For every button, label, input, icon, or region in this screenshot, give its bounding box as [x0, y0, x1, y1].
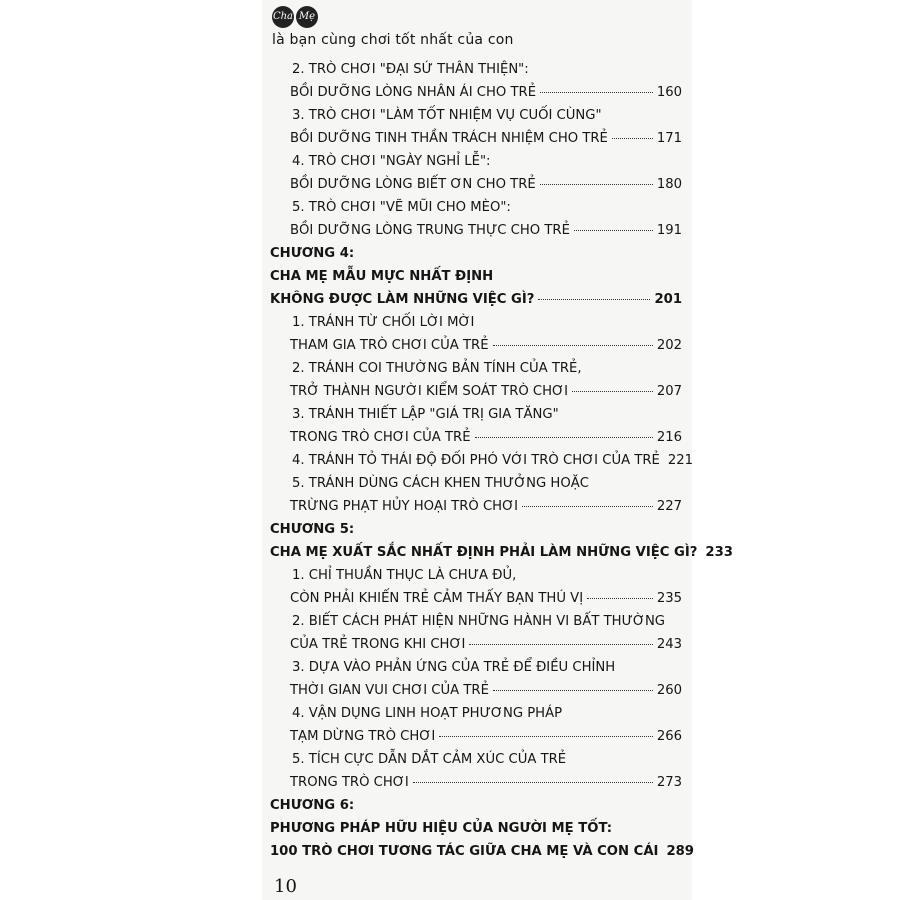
dot-leader: [493, 690, 653, 691]
toc-chapter-line: [270, 817, 682, 840]
header-subtitle: là bạn cùng chơi tốt nhất của con: [272, 32, 514, 48]
toc-entry-line: [270, 610, 682, 633]
toc-entry-text: 3. TRÁNH THIẾT LẬP "GIÁ TRỊ GIA TĂNG": [292, 407, 559, 422]
toc-entry-text: 5. TRÒ CHƠI "VẼ MŨI CHO MÈO":: [292, 200, 511, 215]
badge-me: Mẹ: [296, 6, 318, 28]
toc-entry-line: [270, 150, 682, 173]
toc-entry-line: [270, 748, 682, 771]
toc-entry-text: CÒN PHẢI KHIẾN TRẺ CẢM THẤY BẠN THÚ VỊ: [290, 591, 584, 606]
dot-leader: [574, 230, 653, 231]
badge-cha: Cha: [272, 6, 294, 28]
toc-entry-text: THAM GIA TRÒ CHƠI CỦA TRẺ: [290, 338, 489, 353]
toc-entry-line: [270, 472, 682, 495]
toc-entry-line: [270, 495, 682, 518]
toc-entry-text: 2. BIẾT CÁCH PHÁT HIỆN NHỮNG HÀNH VI BẤT THƯỜNG: [292, 614, 666, 629]
toc-page-number: 221: [667, 453, 694, 468]
dot-leader: [540, 92, 653, 93]
toc-entry-text: KHÔNG ĐƯỢC LÀM NHỮNG VIỆC GÌ?: [270, 292, 535, 307]
toc-entry-line: [270, 656, 682, 679]
toc-entry-line: [270, 725, 682, 748]
toc-chapter-line: [270, 518, 682, 541]
toc-page-number: 201: [654, 292, 682, 307]
toc-entry-line: [270, 173, 682, 196]
dot-leader: [612, 138, 653, 139]
toc-entry-line: [270, 587, 682, 610]
toc-chapter-line: [270, 840, 694, 863]
toc-entry-line: [270, 58, 682, 81]
toc-entry-line: [270, 771, 682, 794]
toc-entry-line: [270, 380, 682, 403]
toc-entry-text: 2. TRÒ CHƠI "ĐẠI SỨ THÂN THIỆN":: [292, 62, 529, 77]
toc-entry-text: PHƯƠNG PHÁP HỮU HIỆU CỦA NGƯỜI MẸ TỐT:: [270, 821, 613, 836]
dot-leader: [538, 299, 650, 300]
toc-entry-line: [270, 679, 682, 702]
toc-page-number: 289: [666, 844, 694, 859]
toc-entry-text: BỒI DƯỠNG TINH THẦN TRÁCH NHIỆM CHO TRẺ: [290, 131, 608, 146]
toc-chapter-line: [270, 265, 682, 288]
toc-entry-text: 4. VẬN DỤNG LINH HOẠT PHƯƠNG PHÁP: [292, 706, 563, 721]
toc-entry-text: CHƯƠNG 6:: [270, 798, 355, 813]
toc-entry-line: [270, 104, 682, 127]
toc-chapter-line: [270, 288, 682, 311]
toc-entry-line: [270, 311, 682, 334]
toc-page-number: 207: [656, 384, 682, 399]
toc-entry-text: THỜI GIAN VUI CHƠI CỦA TRẺ: [290, 683, 489, 698]
toc-page-number: 233: [705, 545, 733, 560]
toc-entry-line: [270, 633, 682, 656]
toc-page-number: 191: [656, 223, 682, 238]
dot-leader: [493, 345, 653, 346]
toc-entry-text: CHƯƠNG 5:: [270, 522, 355, 537]
toc-entry-text: CHA MẸ XUẤT SẮC NHẤT ĐỊNH PHẢI LÀM NHỮNG VIỆC GÌ?: [270, 545, 698, 560]
toc-entry-line: [270, 127, 682, 150]
toc-page-number: 160: [656, 85, 682, 100]
dot-leader: [475, 437, 653, 438]
toc-entry-line: [270, 81, 682, 104]
toc-entry-text: CỦA TRẺ TRONG KHI CHƠI: [290, 637, 466, 652]
toc-entry-text: 4. TRÁNH TỎ THÁI ĐỘ ĐỐI PHÓ VỚI TRÒ CHƠI CỦA TRẺ: [292, 453, 660, 468]
dot-leader: [540, 184, 653, 185]
toc-entry-line: [270, 403, 682, 426]
toc-entry-line: [270, 426, 682, 449]
toc-entry-text: 3. DỰA VÀO PHẢN ỨNG CỦA TRẺ ĐỂ ĐIỀU CHỈNH: [292, 660, 616, 675]
dot-leader: [439, 736, 653, 737]
dot-leader: [587, 598, 653, 599]
toc-entry-text: 3. TRÒ CHƠI "LÀM TỐT NHIỆM VỤ CUỐI CÙNG": [292, 108, 602, 123]
toc-page-number: 266: [656, 729, 682, 744]
toc-entry-text: BỒI DƯỠNG LÒNG BIẾT ƠN CHO TRẺ: [290, 177, 536, 192]
toc-entry-text: BỒI DƯỠNG LÒNG TRUNG THỰC CHO TRẺ: [290, 223, 570, 238]
toc-chapter-line: [270, 242, 682, 265]
toc-page-number: 227: [656, 499, 682, 514]
dot-leader: [522, 506, 653, 507]
dot-leader: [413, 782, 653, 783]
toc-page-number: 243: [656, 637, 682, 652]
page-number: 10: [274, 876, 297, 897]
toc-entry-line: [270, 702, 682, 725]
toc-entry-text: 1. TRÁNH TỪ CHỐI LỜI MỜI: [292, 315, 475, 330]
toc-entry-text: BỒI DƯỠNG LÒNG NHÂN ÁI CHO TRẺ: [290, 85, 537, 100]
toc-entry-text: TẠM DỪNG TRÒ CHƠI: [290, 729, 436, 744]
toc-entry-line: [270, 564, 682, 587]
toc-chapter-line: [270, 794, 682, 817]
toc-entry-text: TRONG TRÒ CHƠI CỦA TRẺ: [290, 430, 471, 445]
toc-page-number: 216: [656, 430, 682, 445]
toc-entry-text: CHA MẸ MẪU MỰC NHẤT ĐỊNH: [270, 269, 494, 284]
running-header: [272, 6, 514, 48]
toc-entry-text: TRỪNG PHẠT HỦY HOẠI TRÒ CHƠI: [290, 499, 519, 514]
toc-entry-line: [270, 449, 694, 472]
toc-entry-text: TRONG TRÒ CHƠI: [290, 775, 409, 790]
toc-entry-line: [270, 334, 682, 357]
toc-entry-line: [270, 357, 682, 380]
toc-entry-text: 4. TRÒ CHƠI "NGÀY NGHỈ LỄ":: [292, 154, 491, 169]
toc-entry-text: 5. TÍCH CỰC DẪN DẮT CẢM XÚC CỦA TRẺ: [292, 752, 567, 767]
toc-page-number: 273: [656, 775, 682, 790]
table-of-contents: [270, 58, 733, 863]
toc-page-number: 180: [656, 177, 682, 192]
toc-entry-text: 1. CHỈ THUẦN THỤC LÀ CHƯA ĐỦ,: [292, 568, 517, 583]
toc-entry-line: [270, 196, 682, 219]
toc-page-number: 235: [656, 591, 682, 606]
dot-leader: [469, 644, 652, 645]
title-badges: [272, 6, 514, 28]
toc-page-number: 171: [656, 131, 682, 146]
dot-leader: [572, 391, 653, 392]
toc-page-number: 202: [656, 338, 682, 353]
toc-entry-text: TRỞ THÀNH NGƯỜI KIỂM SOÁT TRÒ CHƠI: [290, 384, 568, 399]
toc-entry-text: 2. TRÁNH COI THƯỜNG BẢN TÍNH CỦA TRẺ,: [292, 361, 582, 376]
toc-entry-line: [270, 219, 682, 242]
toc-entry-text: CHƯƠNG 4:: [270, 246, 355, 261]
toc-chapter-line: [270, 541, 733, 564]
toc-entry-text: 5. TRÁNH DÙNG CÁCH KHEN THƯỞNG HOẶC: [292, 476, 589, 491]
toc-entry-text: 100 TRÒ CHƠI TƯƠNG TÁC GIỮA CHA MẸ VÀ CON CÁI: [270, 844, 659, 859]
book-page: [262, 0, 733, 900]
toc-page-number: 260: [656, 683, 682, 698]
